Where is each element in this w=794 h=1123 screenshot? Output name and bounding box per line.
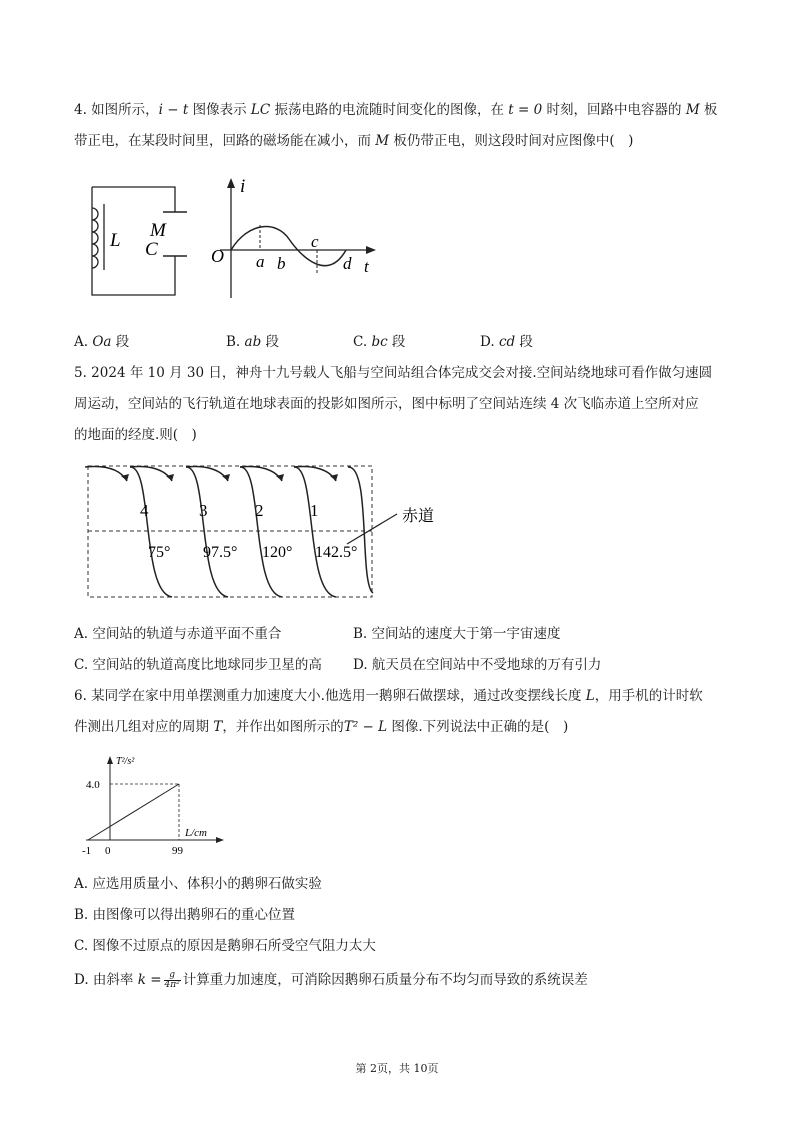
y-tick-4: 4.0: [86, 779, 100, 791]
q5-stem-line1: 5. 2024 年 10 月 30 日，神舟十九号载人飞船与空间站组合体完成交会对接.空间站绕地球可看作做匀速圆: [74, 365, 713, 381]
q4-stem-line1: 4. 如图所示，i − t 图像表示 LC 振荡电路的电流随时间变化的图像，在 t = 0 时刻，回路中电容器的 M 板: [74, 102, 718, 118]
q5-stem-line3: 的地面的经度.则( ): [74, 427, 197, 443]
page-footer: 第 2页，共 10页: [355, 1062, 439, 1075]
q5-stem-line2: 周运动，空间站的飞行轨道在地球表面的投影如图所示，图中标明了空间站连续 4 次飞临赤道上空所对应: [74, 396, 699, 412]
orbit-arc-2: [240, 467, 282, 481]
longitude-142-5: 142.5°: [315, 544, 358, 561]
longitude-75: 75°: [148, 544, 171, 561]
q5-option-b[interactable]: B. 空间站的速度大于第一宇宙速度: [353, 626, 561, 642]
q5-option-a[interactable]: A. 空间站的轨道与赤道平面不重合: [74, 626, 282, 642]
point-c-label: c: [311, 232, 319, 251]
pass-number-4: 4: [140, 501, 149, 520]
q4-option-d[interactable]: D. cd 段: [480, 334, 533, 350]
orbit-track-4: [130, 467, 172, 597]
equator-label: 赤道: [402, 508, 435, 525]
orbit-track-2: [240, 467, 282, 597]
x-tick-neg1: -1: [82, 845, 92, 857]
orbit-arc-start: [85, 467, 127, 481]
x-axis-label: L/cm: [185, 827, 207, 839]
pass-number-2: 2: [255, 501, 264, 520]
y-axis-label: T²/s²: [116, 756, 135, 767]
axis-i-label: i: [240, 176, 246, 197]
q6-option-a[interactable]: A. 应选用质量小、体积小的鹅卵石做实验: [74, 876, 322, 892]
q4-figure: [80, 170, 390, 305]
longitude-120: 120°: [262, 544, 293, 561]
point-d-label: d: [343, 254, 352, 273]
q6-option-c[interactable]: C. 图像不过原点的原因是鹅卵石所受空气阻力太大: [74, 938, 376, 954]
axis-t-label: t: [364, 257, 369, 276]
capacitor-label: C: [145, 239, 158, 260]
longitude-97-5: 97.5°: [203, 544, 238, 561]
lc-circuit: [92, 187, 187, 295]
point-a-label: a: [256, 252, 265, 271]
t2-l-line: [88, 784, 179, 840]
q6-graph: [78, 750, 228, 860]
q6-stem-line2: 件测出几组对应的周期 T，并作出如图所示的T² − L 图像.下列说法中正确的是( ): [74, 719, 569, 735]
orbit-arc-1: [294, 467, 336, 481]
inductor-coil: [92, 208, 98, 268]
orbit-track-3: [186, 467, 228, 597]
orbit-track-1: [294, 467, 336, 597]
orbit-arc-3: [186, 467, 228, 481]
point-b-label: b: [277, 254, 286, 273]
x-tick-99: 99: [172, 845, 183, 857]
q6-stem-line1: 6. 某同学在家中用单摆测重力加速度大小.他选用一鹅卵石做摆球，通过改变摆线长度 L，用手机的计时软: [74, 688, 703, 704]
q6-option-b[interactable]: B. 由图像可以得出鹅卵石的重心位置: [74, 907, 296, 923]
q6-option-d[interactable]: D. 由斜率 k = $\frac{g}{\text{4π²}}$ 计算重力加速度，可消除因鹅卵石质量分布不均匀而导致的系统误差: [74, 970, 588, 990]
q4-option-b[interactable]: B. ab 段: [226, 334, 280, 350]
i-t-graph: [211, 176, 376, 298]
q5-option-c[interactable]: C. 空间站的轨道高度比地球同步卫星的高: [74, 657, 322, 673]
q4-stem-line2: 带正电，在某段时间里，回路的磁场能在减小，而 M 板仍带正电，则这段时间对应图像中( ): [74, 133, 634, 149]
pass-number-1: 1: [310, 501, 319, 520]
q4-option-a[interactable]: A. Oa 段: [74, 334, 130, 350]
orbit-arc-4: [130, 467, 172, 481]
q5-orbit-figure: [85, 463, 445, 601]
x-tick-0: 0: [105, 845, 111, 857]
q5-option-d[interactable]: D. 航天员在空间站中不受地球的万有引力: [353, 657, 602, 673]
q4-option-c[interactable]: C. bc 段: [353, 334, 406, 350]
slope-fraction: $\frac{g}{\text{4π²}}$: [164, 970, 180, 990]
pass-number-3: 3: [199, 501, 208, 520]
origin-label: O: [211, 246, 224, 266]
plate-m-label: M: [150, 220, 166, 241]
inductor-label: L: [110, 230, 121, 251]
